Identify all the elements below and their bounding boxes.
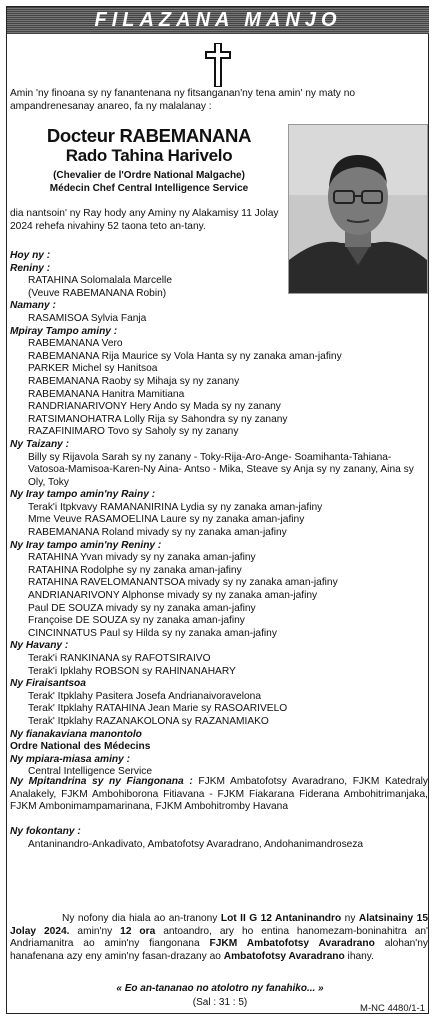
burial-text-2: ny [341,913,359,924]
relatives-entry: RASAMISOA Sylvia Fanja [28,312,147,324]
relatives-entry: Mme Veuve RASAMOELINA Laure sy ny zanaka aman-jafiny [28,514,305,526]
relatives-entry: Françoise DE SOUZA sy ny zanaka aman-jafiny [28,615,245,627]
relatives-entry: RABEMANANA Roland mivady sy ny zanaka aman-jafiny [28,527,287,539]
deceased-role: Médecin Chef Central Intelligence Service [49,183,249,194]
relatives-heading: Ny Iray tampo amin'ny Rainy : [10,489,156,501]
relatives-entry: Central Intelligence Service [28,766,153,778]
relatives-entry: RATAHINA Solomalala Marcelle [28,275,172,287]
bible-quote: « Eo an-tananao no atolotro ny fanahiko... » [116,983,324,994]
relatives-heading: Hoy ny : [10,250,51,261]
relatives-entry: CINCINNATUS Paul sy Hilda sy ny zanaka aman-jafiny [28,627,277,639]
relatives-entry: RATAHINA Yvan mivady sy ny zanaka aman-jafiny [28,552,256,564]
relatives-entry: Terak' Itpklahy Pasitera Josefa Andrianaivoravelona [28,690,261,702]
relatives-entry: RATSIMANOHATRA Lolly Rija sy Sahondra sy ny zanany [28,413,288,425]
relatives-entry: Terak'i RANKINANA sy RAFOTSIRAIVO [28,653,211,664]
relatives-heading: Ny fianakaviana manontolo [10,728,142,740]
burial-church: FJKM Ambatofotsy Avaradrano [209,938,375,950]
relatives-entry: (Veuve RABEMANANA Robin) [28,287,167,299]
deceased-name-line1: Docteur RABEMANANA [46,125,252,146]
burial-tomb: Ambatofotsy Avaradrano [223,950,345,962]
relatives-entry: Billy sy Rijavola Sarah sy ny zanany - Toky-Rija-Aro-Ange- Soamihanta-Tahiana- Vatosoa-Mamisoa-Karen-Ny Aina- Antso - Mika, Steave sy Anja sy ny zanany, Aina sy Oly, Toky [28,451,414,488]
relatives-entry: Terak'i Itpkvavy RAMANANIRINA Lydia sy ny zanaka aman-jafiny [28,501,323,513]
relatives-heading: Ny Firaisantsoa [10,678,86,690]
relatives-entry: RANDRIANARIVONY Hery Ando sy Mada sy ny zanany [28,401,281,413]
relatives-entry: PARKER Michel sy Hanitsoa [28,363,158,375]
deceased-honor: (Chevalier de l'Ordre National Malgache) [53,170,245,181]
relatives-entry: RABEMANANA Rija Maurice sy Vola Hanta sy ny zanaka aman-jafiny [28,350,342,362]
relatives-heading: Namany : [10,300,56,312]
banner-title: FILAZANA MANJO [94,9,342,31]
relatives-entry: Terak'i Ipklahy ROBSON sy RAHINANAHARY [28,665,236,677]
fokontany-section [10,826,428,851]
relatives-entry: RABEMANANA Raoby sy Mihaja sy ny zanany [28,375,240,387]
relatives-entry: RATAHINA Rodolphe sy ny zanaka aman-jafiny [28,564,242,576]
relatives-heading: Ny Havany : [10,640,69,652]
relatives-heading: Ny Taizany : [10,438,70,450]
relatives-heading: Ny mpiara-miasa aminy : [10,753,131,765]
relatives-heading: Ny Iray tampo amin'ny Reniny : [10,539,162,551]
notice-banner [7,7,429,34]
death-notice: dia nantsoin' ny Ray hody any Aminy ny Alakamisy 11 Jolay 2024 rehefa nivahiny 52 taona teto an-tany. [10,208,279,232]
burial-text-6: ihany. [344,950,374,962]
church-label: Ny Mpitandrina sy ny Fiangonana : [10,776,193,787]
relatives-entry: RAZAFINIMARO Tovo sy Saholy sy ny zanany [28,426,239,438]
burial-text-4: antoandro, ary ho entina hanomezam-boninahitra an' Andriamanitra ao amin'ny fiangonana [10,925,429,950]
relatives-entry: Paul DE SOUZA mivady sy ny zanaka aman-jafiny [28,602,256,614]
church-text: FJKM Ambatofotsy Avaradrano, FJKM Katedraly Analakely, FJKM Ambohiborona Fitiavana - FJKM Fiakarana Fiderana Ambohitrimanjaka, FJKM Ambonimampamarinana, FJKM Ambohitromby Havana [10,776,428,813]
intro-text: Amin 'ny finoana sy ny fanantenana ny fitsanganan'ny tena amin' ny maty no ampandrenesanay anareo, fa ny malalanay : [10,88,356,112]
burial-text-3: amin'ny [69,925,121,937]
burial-text-5: alohan'ny hanafenana azy eny amin'ny fasan-drazany ao [10,938,428,962]
deceased-name-line2: Rado Tahina Harivelo [65,146,233,165]
fokontany-text: Antaninandro-Ankadivato, Ambatofotsy Avaradrano, Andohanimandroseza [28,838,364,850]
relatives-entry: ANDRIANARIVONY Alphonse mivady sy ny zanaka aman-jafiny [28,590,318,602]
relatives-entry: Terak' Itpklahy RATAHINA Jean Marie sy RASOARIVELO [28,703,288,715]
ad-code: M-NC 4480/1-1 [360,1003,425,1014]
bible-reference: (Sal : 31 : 5) [192,997,248,1008]
burial-paragraph [10,913,428,963]
relatives-entry: Terak' Itpklahy RAZANAKOLONA sy RAZANAMIAKO [28,715,269,727]
relatives-heading: Reniny : [10,262,51,274]
church-section [10,776,428,814]
relatives-entry: RATAHINA RAVELOMANANTSOA mivady sy ny zanaka aman-jafiny [28,577,338,589]
relatives-heading: Mpiray Tampo aminy : [10,325,118,337]
relatives-entry: RABEMANANA Vero [28,338,123,350]
relatives-heading: Ordre National des Médecins [10,741,151,753]
relatives-entry: RABEMANANA Hanitra Mamitiana [28,388,185,400]
burial-place: Lot II G 12 Antaninandro [220,913,342,924]
cross-icon [205,43,231,87]
burial-date: Alatsinainy 15 Jolay 2024. [10,913,428,937]
burial-text-1: Ny nofony dia hiala ao an-tranony [62,913,221,924]
fokontany-label: Ny fokontany : [10,826,81,837]
relatives-list [10,250,430,779]
burial-time: 12 ora [120,925,156,937]
